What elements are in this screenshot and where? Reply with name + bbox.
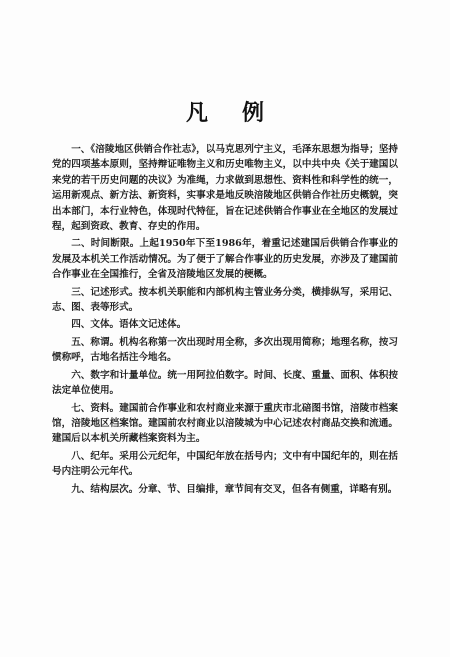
paragraph-8: 八、纪年。采用公元纪年，中国纪年放在括号内；文中有中国纪年的，则在括号内注明公元年代。 <box>52 450 398 478</box>
paragraph-7: 七、资料。建国前合作事业和农村商业来源于重庆市北碚图书馆，涪陵市档案馆，涪陵地区档案馆。建国前农村商业以涪陵城为中心记述农村商品交换和流通。建国后以本机关所藏档案资料为主。 <box>52 402 398 445</box>
document-body <box>52 142 398 499</box>
paragraph-4: 四、文体。语体文记述体。 <box>71 319 187 331</box>
paragraph-5: 五、称谓。机构名称第一次出现时用全称，多次出现用简称；地理名称，按习惯称呼，古地名括注今地名。 <box>52 336 398 364</box>
paragraph-9: 九、结构层次。分章、节、目编排，章节间有交叉，但各有侧重，详略有别。 <box>71 483 398 495</box>
paragraph-2: 二、时间断限。上起1950年下至1986年，着重记述建国后供销合作事业的发展及本机关工作活动情况。为了便于了解合作事业的历史发展，亦涉及了建国前合作事业在全国推行，全省及涪陵地区发展的梗概。 <box>52 238 398 281</box>
paragraph-3: 三、记述形式。按本机关职能和内部机构主管业务分类，横排纵写，采用记、志、图、表等形式。 <box>52 286 398 314</box>
paragraph-1: 一、《涪陵地区供销合作社志》，以马克思列宁主义，毛泽东思想为指导；坚持党的四项基本原则，坚持辩证唯物主义和历史唯物主义，以中共中央《关于建国以来党的若干历史问题的决议》为准绳，力求做到思想性、资料性和科学性的统一，运用新观点、新方法、新资料，实事求是地反映涪陵地区供销合作社历史概貌，突出本部门，本行业特色，体现时代特征，旨在记述供销合作事业在全地区的发展过程，起到资政、教育、存史的作用。 <box>52 144 398 233</box>
paragraph-6: 六、数字和计量单位。统一用阿拉伯数字。时间、长度、重量、面积、体积按法定单位使用。 <box>52 369 398 397</box>
page-title: 凡例 <box>185 100 298 126</box>
